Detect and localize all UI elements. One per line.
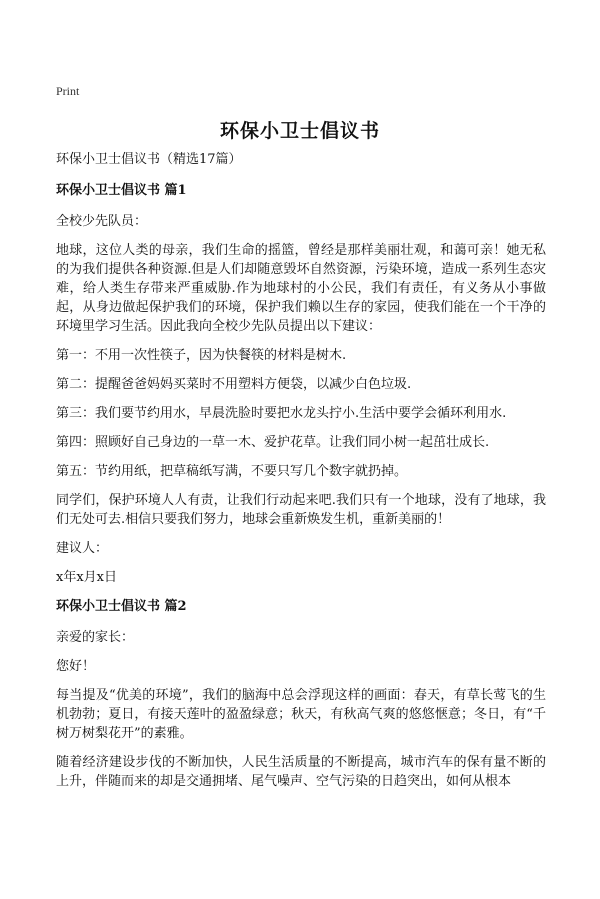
date-line: x年x月x日 (56, 570, 117, 585)
section-heading: 环保小卫士倡议书 篇1 (56, 183, 187, 198)
signer-label: 建议人： (56, 541, 109, 556)
salutation: 亲爱的家长： (56, 630, 135, 645)
suggestion-item: 第四：照顾好自己身边的一草一木、爱护花草。让我们同小树一起茁壮成长. (56, 435, 490, 450)
document-body (56, 150, 546, 801)
document-subtitle: 环保小卫士倡议书（精选17篇） (56, 152, 242, 167)
print-label: Print (56, 84, 80, 98)
document-title: 环保小卫士倡议书 (219, 120, 380, 142)
section-heading: 环保小卫士倡议书 篇2 (56, 599, 187, 614)
paragraph: 地球，这位人类的母亲，我们生命的摇篮，曾经是那样美丽壮观，和蔼可亲！她无私的为我们提供各种资源.但是人们却随意毁坏自然资源，污染环境，造成一系列生态灾难，给人类生存带来严重威胁.作为地球村的小公民，我们有责任，有义务从小事做起，从身边做起保护我们的环境，保护我们赖以生存的家园，使我们能在一个干净的环境里学习生活。因此我向全校少先队员提出以下建议： (56, 243, 546, 334)
greeting: 您好！ (56, 659, 96, 674)
salutation: 全校少先队员： (56, 214, 148, 229)
paragraph: 每当提及“优美的环境”，我们的脑海中总会浮现这样的画面：春天，有草长莺飞的生机勃勃；夏日，有接天莲叶的盈盈绿意；秋天，有秋高气爽的悠悠惬意；冬日，有“千树万树梨花开”的素雅。 (56, 688, 546, 741)
paragraph: 同学们，保护环境人人有责，让我们行动起来吧.我们只有一个地球，没有了地球，我们无处可去.相信只要我们努力，地球会重新焕发生机，重新美丽的！ (56, 493, 546, 527)
suggestion-item: 第三：我们要节约用水，早晨洗脸时要把水龙头拧小.生活中要学会循环利用水. (56, 406, 507, 421)
paragraph: 随着经济建设步伐的不断加快，人民生活质量的不断提高，城市汽车的保有量不断的上升，伴随而来的却是交通拥堵、尾气噪声、空气污染的日趋突出，如何从根本 (56, 755, 546, 789)
suggestion-item: 第二：提醒爸爸妈妈买菜时不用塑料方便袋，以减少白色垃圾. (56, 377, 412, 392)
suggestion-item: 第五：节约用纸，把草稿纸写满，不要只写几个数字就扔掉。 (56, 464, 408, 479)
suggestion-item: 第一：不用一次性筷子，因为快餐筷的材料是树木. (56, 348, 347, 363)
